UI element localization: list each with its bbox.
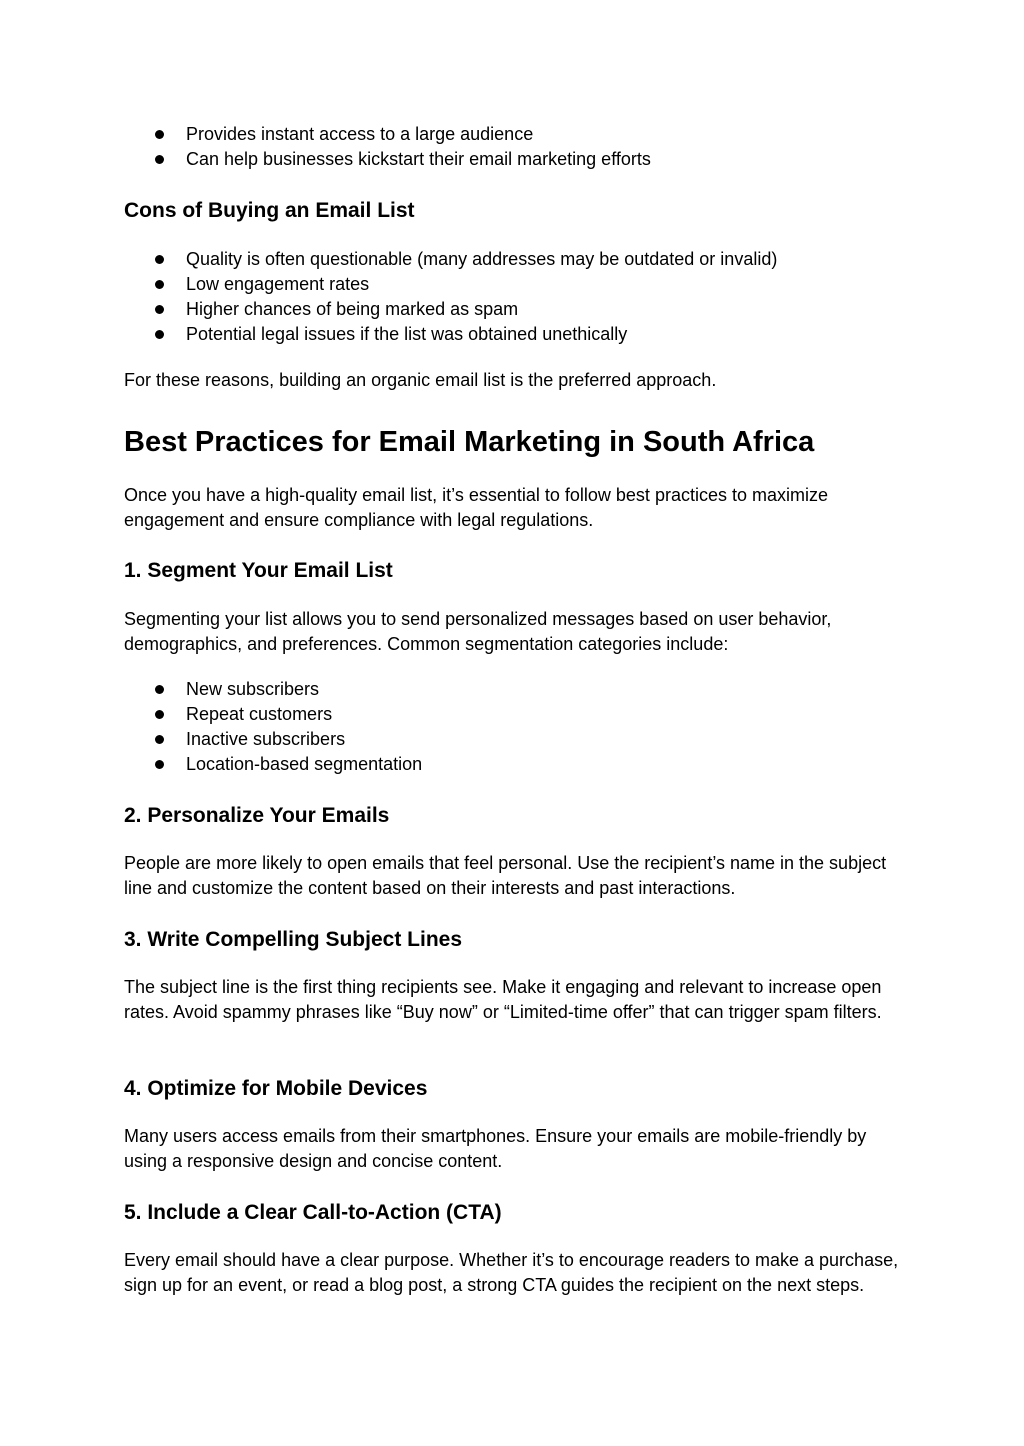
section-heading-personalize: 2. Personalize Your Emails bbox=[124, 804, 390, 827]
cons-list bbox=[124, 247, 924, 347]
bullet-icon bbox=[155, 760, 164, 769]
list-item-text: Provides instant access to a large audience bbox=[186, 124, 534, 144]
list-item-text: Can help businesses kickstart their email marketing efforts bbox=[186, 149, 651, 169]
section-paragraph-segment: Segmenting your list allows you to send personalized messages based on user behavior, demographics, and preferences. Common segmentation categories include: bbox=[124, 609, 832, 654]
list-item-text: Inactive subscribers bbox=[186, 729, 346, 749]
pros-list bbox=[124, 122, 924, 172]
list-item-text: Quality is often questionable (many addresses may be outdated or invalid) bbox=[186, 249, 778, 269]
bullet-icon bbox=[155, 685, 164, 694]
list-item bbox=[124, 122, 924, 147]
bullet-icon bbox=[155, 255, 164, 264]
list-item-text: Repeat customers bbox=[186, 704, 333, 724]
list-item bbox=[124, 677, 924, 702]
bullet-icon bbox=[155, 710, 164, 719]
best-practices-title: Best Practices for Email Marketing in South Africa bbox=[124, 426, 815, 458]
section-paragraph-personalize: People are more likely to open emails that feel personal. Use the recipient’s name in the subject line and customize the content based on their interests and past interactions. bbox=[124, 853, 887, 898]
list-item bbox=[124, 752, 924, 777]
section-heading-subject-lines: 3. Write Compelling Subject Lines bbox=[124, 928, 462, 951]
list-item-text: Higher chances of being marked as spam bbox=[186, 299, 519, 319]
bullet-icon bbox=[155, 280, 164, 289]
bullet-icon bbox=[155, 735, 164, 744]
cons-heading: Cons of Buying an Email List bbox=[124, 199, 415, 222]
list-item bbox=[124, 702, 924, 727]
segmentation-list bbox=[124, 677, 924, 777]
section-paragraph-subject-lines: The subject line is the first thing recipients see. Make it engaging and relevant to increase open rates. Avoid spammy phrases like “Buy now” or “Limited-time offer” that can trigger spam filters. bbox=[124, 977, 882, 1022]
bullet-icon bbox=[155, 305, 164, 314]
section-heading-mobile: 4. Optimize for Mobile Devices bbox=[124, 1077, 428, 1100]
list-item bbox=[124, 727, 924, 752]
section-paragraph-mobile: Many users access emails from their smartphones. Ensure your emails are mobile-friendly by using a responsive design and concise content. bbox=[124, 1126, 867, 1171]
list-item bbox=[124, 297, 924, 322]
list-item-text: Location-based segmentation bbox=[186, 754, 423, 774]
reasons-paragraph: For these reasons, building an organic email list is the preferred approach. bbox=[124, 370, 717, 390]
section-heading-segment: 1. Segment Your Email List bbox=[124, 559, 393, 582]
list-item bbox=[124, 322, 924, 347]
list-item-text: Low engagement rates bbox=[186, 274, 370, 294]
section-paragraph-cta: Every email should have a clear purpose. Whether it’s to encourage readers to make a purchase, sign up for an event, or read a blog post, a strong CTA guides the recipient on the next steps. bbox=[124, 1250, 899, 1295]
section-heading-cta: 5. Include a Clear Call-to-Action (CTA) bbox=[124, 1201, 502, 1224]
list-item-text: Potential legal issues if the list was obtained unethically bbox=[186, 324, 628, 344]
list-item bbox=[124, 272, 924, 297]
bullet-icon bbox=[155, 130, 164, 139]
bullet-icon bbox=[155, 330, 164, 339]
bullet-icon bbox=[155, 155, 164, 164]
list-item-text: New subscribers bbox=[186, 679, 320, 699]
best-practices-intro: Once you have a high-quality email list, it’s essential to follow best practices to maximize engagement and ensure compliance with legal regulations. bbox=[124, 485, 828, 530]
list-item bbox=[124, 147, 924, 172]
list-item bbox=[124, 247, 924, 272]
